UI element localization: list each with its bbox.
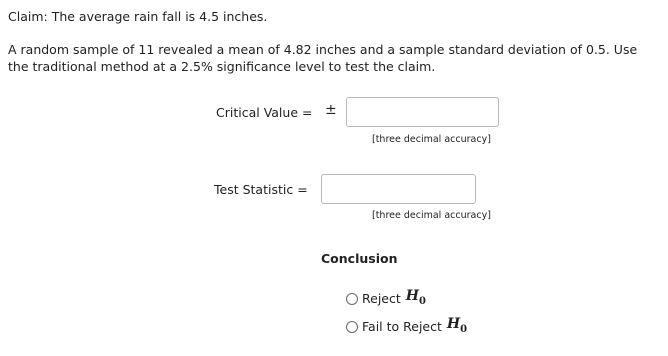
reject-option[interactable]	[346, 287, 426, 311]
plus-minus-symbol: ±	[325, 102, 337, 118]
test-statistic-hint: [three decimal accuracy]	[372, 210, 491, 221]
critical-value-label: Critical Value =	[216, 105, 313, 120]
fail-to-reject-label: Fail to Reject	[362, 318, 442, 334]
fail-to-reject-radio[interactable]	[346, 321, 358, 333]
reject-h0-symbol: $H_0$	[405, 288, 426, 307]
test-statistic-input[interactable]	[321, 174, 476, 204]
fail-to-reject-h0-symbol: $H_0$	[446, 316, 468, 335]
critical-value-input[interactable]	[346, 97, 499, 127]
problem-text: A random sample of 11 revealed a mean of 4.82 inches and a sample standard deviation of 0.5. Use the traditional method at a 2.5% significance level to test the claim.	[8, 42, 638, 74]
reject-radio[interactable]	[346, 293, 358, 305]
claim-text: Claim: The average rain fall is 4.5 inches.	[8, 9, 268, 24]
conclusion-heading: Conclusion	[321, 251, 398, 266]
test-statistic-label: Test Statistic =	[214, 182, 308, 197]
critical-value-hint: [three decimal accuracy]	[372, 134, 491, 145]
reject-label: Reject	[362, 290, 401, 306]
fail-to-reject-option[interactable]	[346, 315, 467, 339]
